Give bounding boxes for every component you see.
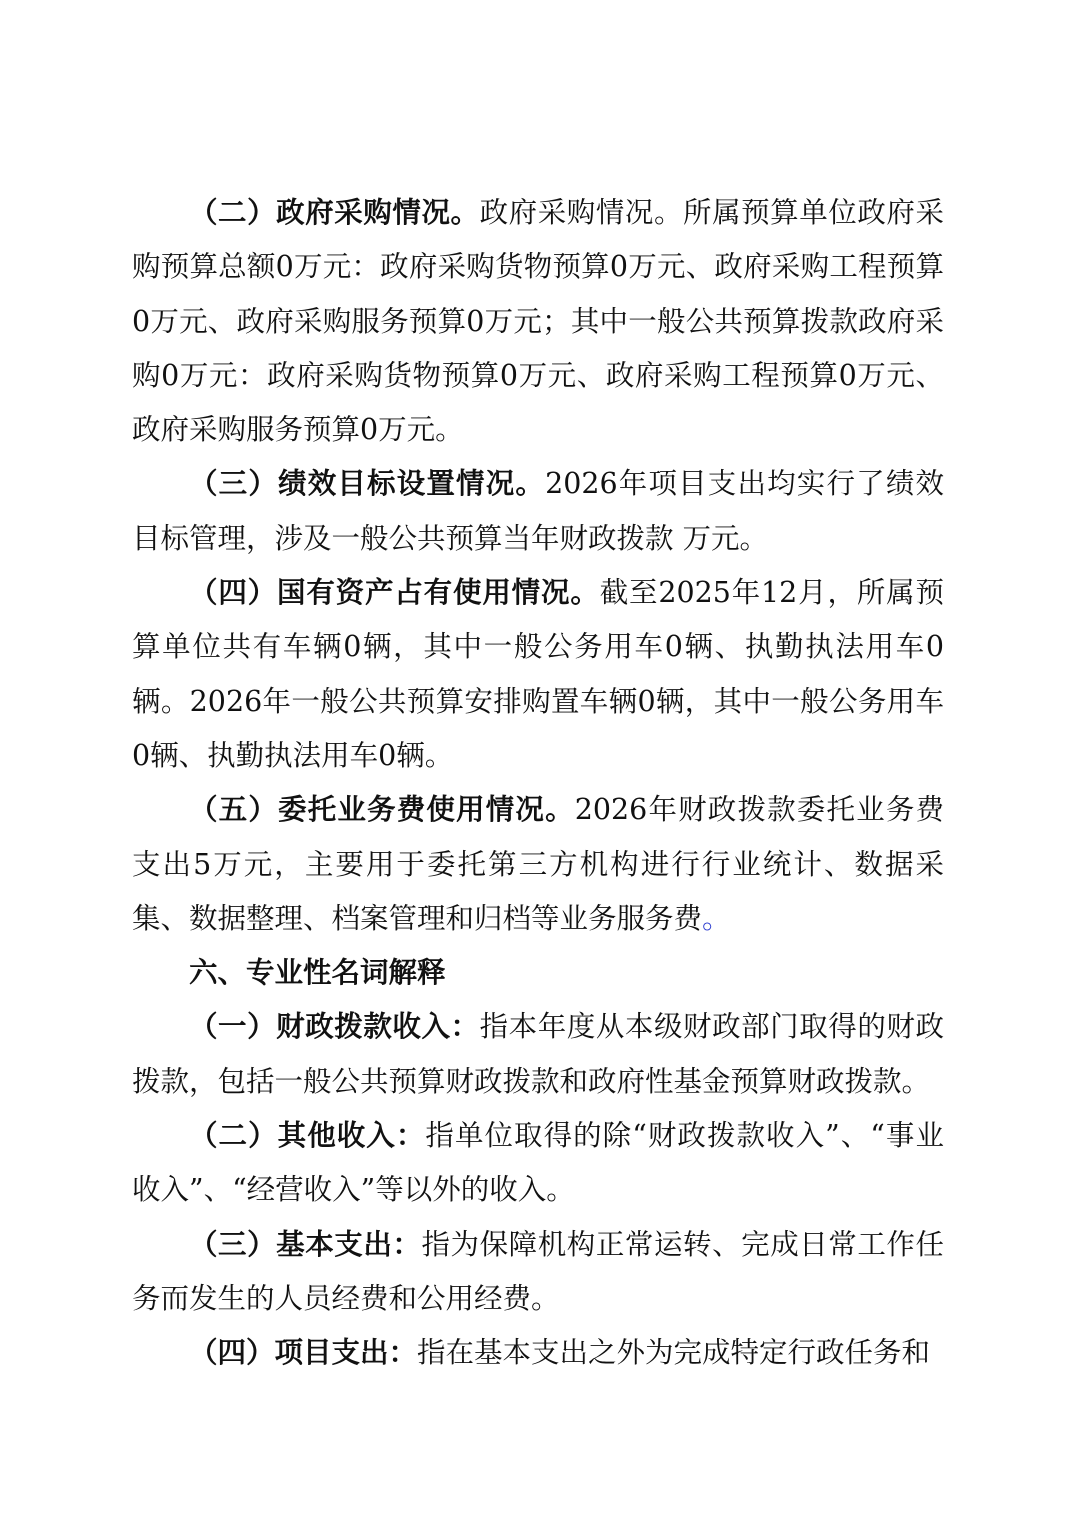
paragraph-lead: （三）绩效目标设置情况。 xyxy=(189,467,546,501)
paragraph-government-procurement xyxy=(132,186,944,457)
definition-term: （三）基本支出： xyxy=(189,1227,422,1261)
definition-text: 指本年度从本级财政部门取得的财政拨款，包括一般公共预算财政拨款和政府性基金预算财政拨款。 xyxy=(132,1010,944,1098)
paragraph-lead: （二）政府采购情况。 xyxy=(189,196,480,229)
paragraph-entrusted-business-fee xyxy=(132,783,944,946)
paragraph-lead: （五）委托业务费使用情况。 xyxy=(189,793,575,827)
definition-text: 指为保障机构正常运转、完成日常工作任务而发生的人员经费和公用经费。 xyxy=(132,1227,944,1315)
paragraph-end-mark: 。 xyxy=(702,901,731,935)
definition-item xyxy=(132,1000,944,1109)
definition-text: 指单位取得的除“财政拨款收入”、“事业收入”、“经营收入”等以外的收入。 xyxy=(132,1119,944,1207)
definition-term: （一）财政拨款收入： xyxy=(189,1010,480,1044)
paragraph-text: 截至2025年12月，所属预算单位共有车辆0辆，其中一般公务用车0辆、执勤执法用车0辆。2026年一般公共预算安排购置车辆0辆，其中一般公务用车0辆、执勤执法用车0辆。 xyxy=(132,576,944,772)
section-heading: 六、专业性名词解释 xyxy=(189,956,446,990)
document-body xyxy=(132,186,944,1381)
paragraph-state-assets xyxy=(132,566,944,783)
paragraph-lead: （四）国有资产占有使用情况。 xyxy=(189,576,600,610)
definition-item xyxy=(132,1109,944,1218)
definition-text: 指在基本支出之外为完成特定行政任务和 xyxy=(417,1336,931,1370)
definition-item xyxy=(132,1218,944,1327)
paragraph-text: 2026年项目支出均实行了绩效目标管理，涉及一般公共预算当年财政拨款 万元。 xyxy=(132,467,944,555)
definition-term: （二）其他收入： xyxy=(189,1119,426,1153)
paragraph-text: 政府采购情况。所属预算单位政府采购预算总额0万元：政府采购货物预算0万元、政府采购工程预算0万元、政府采购服务预算0万元；其中一般公共预算拨款政府采购0万元：政府采购货物预算0万元、政府采购工程预算0万元、政府采购服务预算0万元。 xyxy=(132,196,944,447)
paragraph-text: 2026年财政拨款委托业务费支出5万元，主要用于委托第三方机构进行行业统计、数据采集、数据整理、档案管理和归档等业务服务费 xyxy=(132,793,944,935)
definition-item xyxy=(132,1326,944,1380)
paragraph-performance-targets xyxy=(132,457,944,566)
definition-term: （四）项目支出： xyxy=(189,1336,418,1370)
